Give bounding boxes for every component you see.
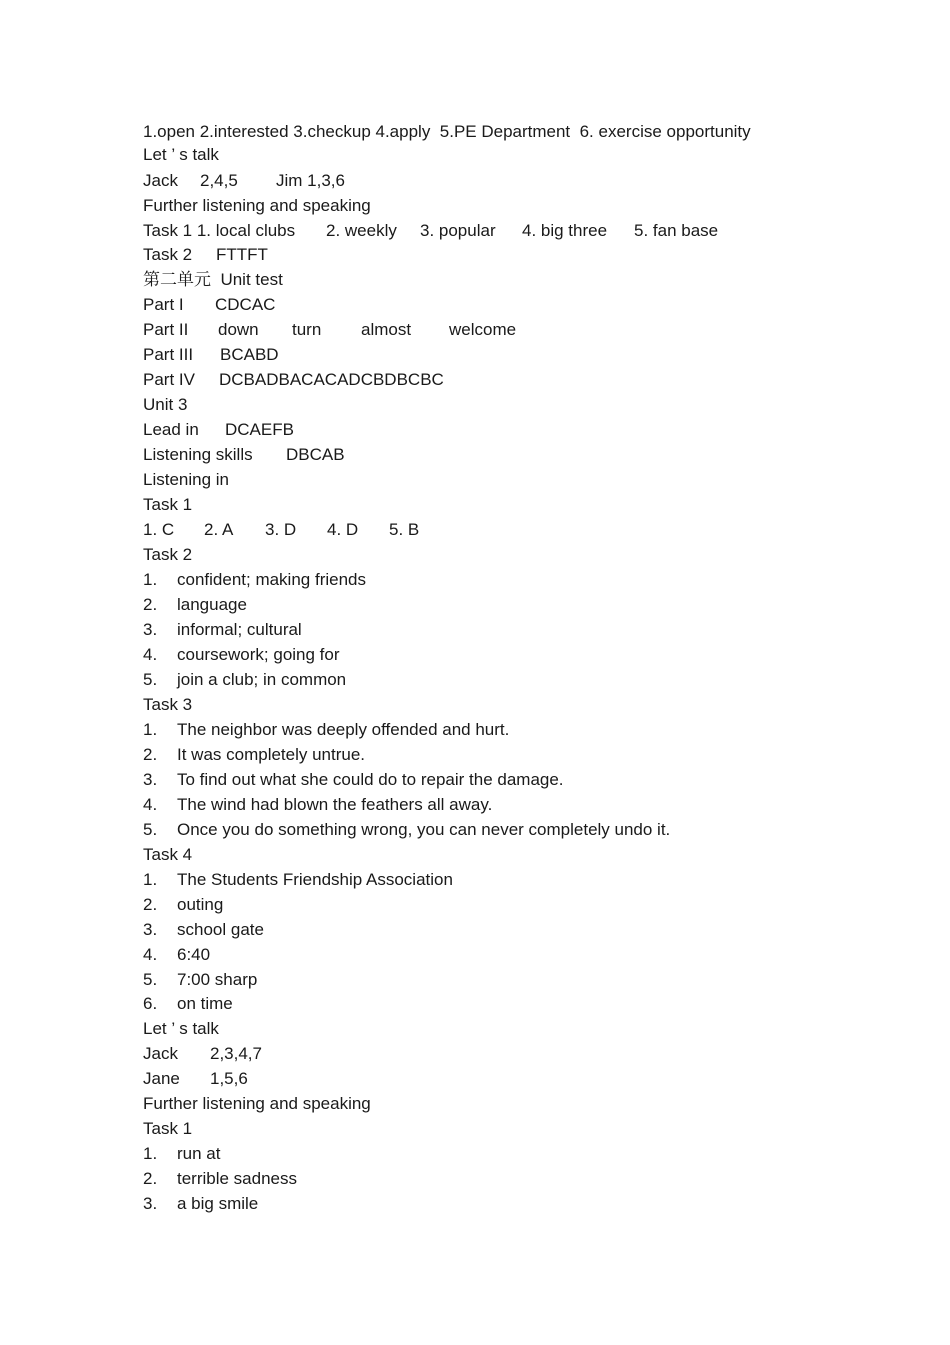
item-text: It was completely untrue. <box>177 745 366 764</box>
list-item <box>143 1194 258 1214</box>
list-item <box>143 895 223 915</box>
row-label: Part III <box>143 345 194 364</box>
row-answer: 3. popular <box>420 221 496 240</box>
item-text: confident; making friends <box>177 570 366 589</box>
text-line: Further listening and speaking <box>143 1094 371 1113</box>
item-text: join a club; in common <box>177 670 347 689</box>
item-number: 4. <box>143 945 158 964</box>
row-label: Jack <box>143 1044 178 1063</box>
list-item <box>143 595 247 615</box>
row-label: Listening skills <box>143 445 253 464</box>
row-answer: 1,5,6 <box>210 1069 248 1088</box>
row-label: Part IV <box>143 370 195 389</box>
list-item <box>143 945 210 965</box>
item-text: 6:40 <box>177 945 211 964</box>
item-text: outing <box>177 895 224 914</box>
item-text: To find out what she could do to repair the damage. <box>177 770 564 789</box>
list-item <box>143 994 233 1014</box>
list-item <box>143 670 346 690</box>
row-answer: 5. B <box>389 520 420 539</box>
item-text: school gate <box>177 920 264 939</box>
row-answer: 2. A <box>204 520 234 539</box>
list-item <box>143 620 302 640</box>
item-text: informal; cultural <box>177 620 302 639</box>
row-label: 1. C <box>143 520 175 539</box>
text-line: Let ’ s talk <box>143 145 219 164</box>
row-answer: DCBADBACACADCBDBCBC <box>219 370 444 389</box>
item-text: 7:00 sharp <box>177 970 258 989</box>
item-number: 2. <box>143 745 158 764</box>
list-item <box>143 920 264 940</box>
row-answer: welcome <box>449 320 517 339</box>
list-item <box>143 1169 297 1189</box>
text-line: Unit 3 <box>143 395 188 414</box>
row-label: Lead in <box>143 420 199 439</box>
row-answer: 2,3,4,7 <box>210 1044 262 1063</box>
item-number: 5. <box>143 820 158 839</box>
item-text: language <box>177 595 247 614</box>
row-answer: FTTFT <box>216 245 268 264</box>
row-label: Jane <box>143 1069 180 1088</box>
item-number: 1. <box>143 570 158 589</box>
item-text: coursework; going for <box>177 645 340 664</box>
text-line: Task 3 <box>143 695 193 714</box>
list-item <box>143 1144 220 1164</box>
item-number: 2. <box>143 1169 158 1188</box>
list-item <box>143 970 257 990</box>
row-answer: DCAEFB <box>225 420 294 439</box>
list-item <box>143 745 365 765</box>
text-line: Listening in <box>143 470 230 489</box>
text-line: Task 1 <box>143 1119 193 1138</box>
item-number: 1. <box>143 720 158 739</box>
item-text: The Students Friendship Association <box>177 870 453 889</box>
list-item <box>143 570 366 590</box>
row-answer: down <box>218 320 259 339</box>
row-label: Jack <box>143 171 178 190</box>
text-line: Task 4 <box>143 845 193 864</box>
row-label: Part II <box>143 320 189 339</box>
item-number: 5. <box>143 970 158 989</box>
text-line: Task 1 <box>143 495 193 514</box>
row-answer: DBCAB <box>286 445 345 464</box>
list-item <box>143 720 509 740</box>
item-number: 3. <box>143 770 158 789</box>
item-number: 3. <box>143 920 158 939</box>
row-answer: 4. big three <box>522 221 608 240</box>
text-line: 第二单元 Unit test <box>143 270 283 289</box>
item-number: 3. <box>143 1194 158 1213</box>
row-answer: 2,4,5 <box>200 171 238 190</box>
row-label: Part I <box>143 295 184 314</box>
item-text: The neighbor was deeply offended and hurt. <box>177 720 510 739</box>
text-line: 1.open 2.interested 3.checkup 4.apply 5.PE Department 6. exercise opportunity <box>143 122 751 141</box>
item-number: 1. <box>143 870 158 889</box>
item-number: 2. <box>143 895 158 914</box>
item-number: 1. <box>143 1144 158 1163</box>
list-item <box>143 820 670 840</box>
row-answer: turn <box>292 320 322 339</box>
row-answer: 3. D <box>265 520 297 539</box>
row-answer: 2. weekly <box>326 221 397 240</box>
row-label: Task 2 <box>143 245 193 264</box>
text-line: Further listening and speaking <box>143 196 371 215</box>
item-text: The wind had blown the feathers all away. <box>177 795 493 814</box>
text-line: Let ’ s talk <box>143 1019 219 1038</box>
row-answer: BCABD <box>220 345 279 364</box>
list-item <box>143 770 564 790</box>
row-label: Task 1 1. local clubs <box>143 221 296 240</box>
item-text: Once you do something wrong, you can never completely undo it. <box>177 820 671 839</box>
list-item <box>143 645 340 665</box>
list-item <box>143 795 492 815</box>
item-number: 4. <box>143 645 158 664</box>
item-number: 4. <box>143 795 158 814</box>
item-text: on time <box>177 994 233 1013</box>
text-line: Task 2 <box>143 545 193 564</box>
row-answer: CDCAC <box>215 295 276 314</box>
item-text: run at <box>177 1144 221 1163</box>
item-number: 5. <box>143 670 158 689</box>
list-item <box>143 870 453 890</box>
row-answer: Jim 1,3,6 <box>276 171 345 190</box>
item-number: 3. <box>143 620 158 639</box>
item-text: terrible sadness <box>177 1169 298 1188</box>
item-number: 2. <box>143 595 158 614</box>
row-answer: 4. D <box>327 520 359 539</box>
row-answer: almost <box>361 320 412 339</box>
row-answer: 5. fan base <box>634 221 719 240</box>
item-number: 6. <box>143 994 158 1013</box>
item-text: a big smile <box>177 1194 259 1213</box>
